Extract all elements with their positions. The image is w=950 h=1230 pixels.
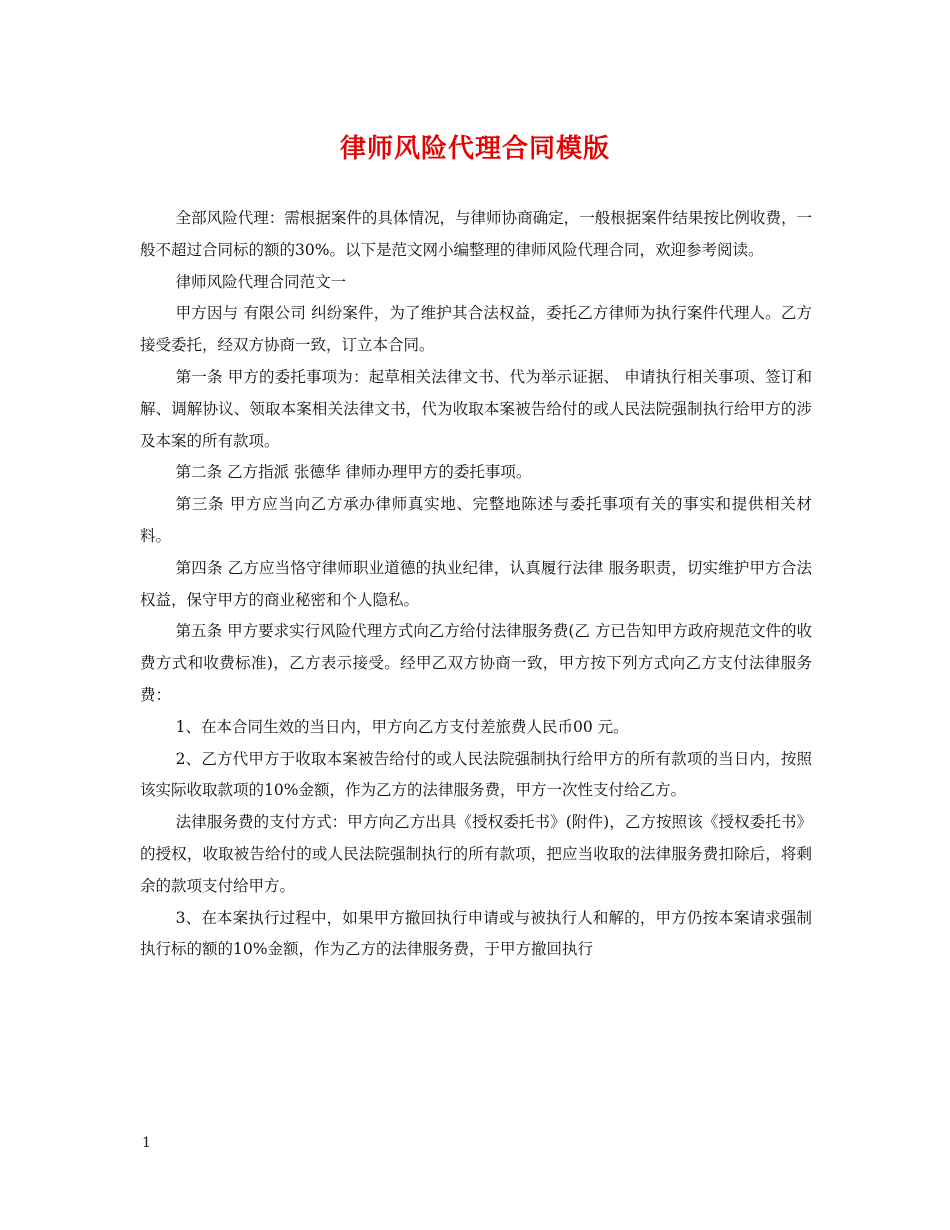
- page-number: 1: [142, 1135, 151, 1151]
- intro-paragraph: 全部风险代理：需根据案件的具体情况，与律师协商确定，一般根据案件结果按比例收费，一般不超过合同标的额的30%。以下是范文网小编整理的律师风险代理合同，欢迎参考阅读。: [140, 209, 812, 259]
- clause-3: 3、在本案执行过程中，如果甲方撤回执行申请或与被执行人和解的，甲方仍按本案请求强制执行标的额的10%金额，作为乙方的法律服务费，于甲方撤回执行: [140, 908, 812, 959]
- document-body: [140, 203, 812, 966]
- article-2: 第二条 乙方指派 张德华 律师办理甲方的委托事项。: [175, 463, 532, 482]
- article-3: 第三条 甲方应当向乙方承办律师真实地、完整地陈述与委托事项有关的事实和提供相关材料。: [140, 495, 812, 545]
- article-5: 第五条 甲方要求实行风险代理方式向乙方给付法律服务费(乙 方已告知甲方政府规范文件的收费方式和收费标准)，乙方表示接受。经甲乙双方协商一致，甲方按下列方式向乙方支付法律服务费：: [140, 622, 812, 704]
- clause-1: 1、在本合同生效的当日内，甲方向乙方支付差旅费人民币00 元。: [175, 717, 629, 736]
- contract-preamble: 甲方因与 有限公司 纠纷案件，为了维护其合法权益，委托乙方律师为执行案件代理人。乙方接受委托，经双方协商一致，订立本合同。: [140, 304, 812, 355]
- article-4: 第四条 乙方应当恪守律师职业道德的执业纪律，认真履行法律 服务职责，切实维护甲方合法权益，保守甲方的商业秘密和个人隐私。: [140, 558, 812, 609]
- payment-method: 法律服务费的支付方式：甲方向乙方出具《授权委托书》(附件)，乙方按照该《授权委托书》的授权，收取被告给付的或人民法院强制执行的所有款项，把应当收取的法律服务费扣除后，将剩余的款项支付给甲方。: [140, 813, 812, 895]
- article-1: 第一条 甲方的委托事项为：起草相关法律文书、代为举示证据、 申请执行相关事项、签订和解、调解协议、领取本案相关法律文书，代为收取本案被告给付的或人民法院强制执行给甲方的涉及本案的所有款项。: [140, 367, 812, 450]
- clause-2: 2、乙方代甲方于收取本案被告给付的或人民法院强制执行给甲方的所有款项的当日内，按照该实际收取款项的10%金额，作为乙方的法律服务费，甲方一次性支付给乙方。: [140, 749, 812, 800]
- section-heading: 律师风险代理合同范文一: [175, 272, 347, 291]
- document-title: 律师风险代理合同模版: [339, 134, 610, 164]
